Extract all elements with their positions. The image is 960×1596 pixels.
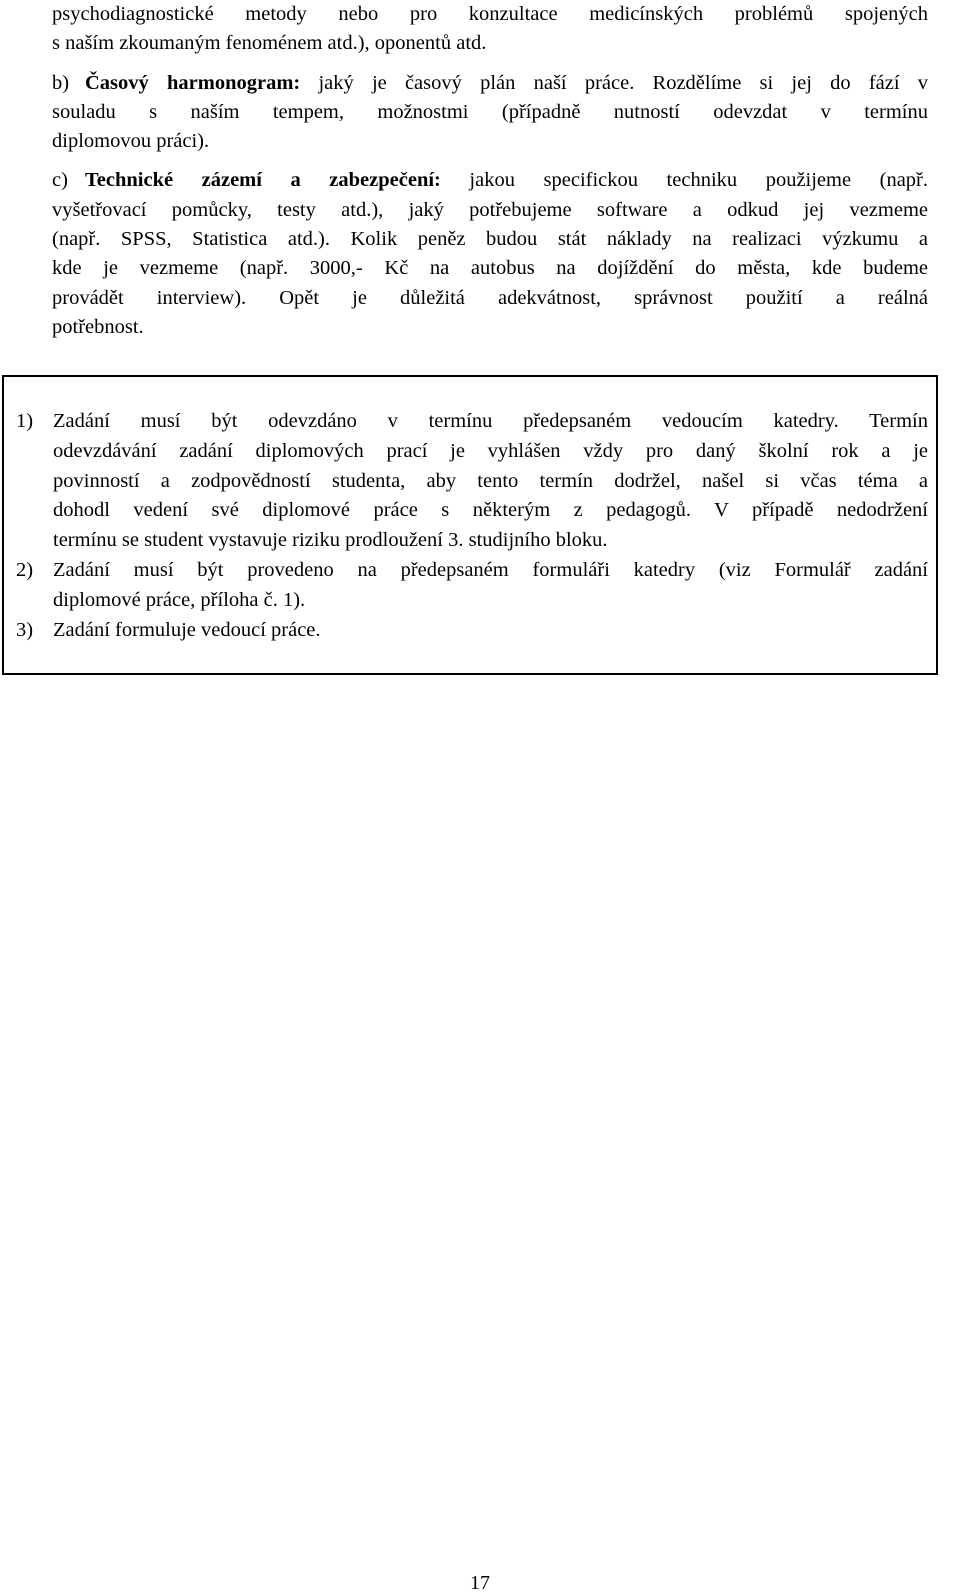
info-box (2, 375, 938, 675)
text-line: kde je vezmeme (např. 3000,- Kč na autobus na dojíždění do města, kde budeme (52, 257, 928, 280)
text-line: vyšetřovací pomůcky, testy atd.), jaký potřebujeme software a odkud jej vezmeme (52, 198, 928, 221)
text-line: (např. SPSS, Statistica atd.). Kolik peněz budou stát náklady na realizaci výzkumu a (52, 228, 928, 251)
list-item (16, 616, 928, 646)
section-c-first-line (52, 166, 928, 195)
list-item-number: 2) (16, 558, 34, 581)
text-line: diplomové práce, příloha č. 1). (53, 588, 306, 611)
text-line: Zadání musí být provedeno na předepsaném formuláři katedry (viz Formulář zadání (53, 558, 928, 581)
text-line: povinností a zodpovědností studenta, aby tento termín dodržel, našel si včas téma a (53, 469, 928, 492)
text-line: potřebnost. (52, 315, 144, 338)
page-number: 17 (470, 1572, 490, 1594)
text-line: souladu s naším tempem, možnostmi (případně nutností odevzdat v termínu (52, 100, 928, 123)
numbered-list (16, 407, 928, 645)
section-b-first-line (52, 69, 928, 98)
text-line: psychodiagnostické metody nebo pro konzultace medicínských problémů spojených (52, 3, 928, 25)
text-line: Zadání formuluje vedoucí práce. (53, 618, 321, 641)
text-line: odevzdávání zadání diplomových prací je vyhlášen vždy pro daný školní rok a je (53, 439, 928, 462)
section-b-heading: Časový harmonogram: (85, 71, 301, 94)
list-item (16, 556, 928, 616)
text-line: termínu se student vystavuje riziku prodloužení 3. studijního bloku. (53, 529, 608, 552)
list-item-text (53, 616, 928, 646)
section-c-label: c) (52, 169, 68, 192)
list-item-text (53, 407, 928, 556)
top-text-block (52, 0, 928, 342)
list-item-number: 3) (16, 618, 34, 641)
text-line: diplomovou práci). (52, 130, 210, 153)
text-line: Zadání musí být odevzdáno v termínu předepsaném vedoucím katedry. Termín (53, 410, 928, 432)
list-item-text (53, 556, 928, 616)
list-item-number: 1) (16, 410, 34, 432)
text-line: s naším zkoumaným fenoménem atd.), oponentů atd. (52, 32, 487, 55)
section-b-text: jaký je časový plán naší práce. Rozdělíme si jej do fází v (318, 71, 929, 94)
section-c-text: jakou specifickou techniku použijeme (např. (469, 169, 928, 192)
list-item (16, 407, 928, 556)
text-line: provádět interview). Opět je důležitá adekvátnost, správnost použití a reálná (52, 286, 928, 309)
section-c-heading: Technické zázemí a zabezpečení: (85, 169, 441, 192)
text-line: dohodl vedení své diplomové práce s některým z pedagogů. V případě nedodržení (53, 499, 928, 522)
section-b-label: b) (52, 71, 70, 94)
